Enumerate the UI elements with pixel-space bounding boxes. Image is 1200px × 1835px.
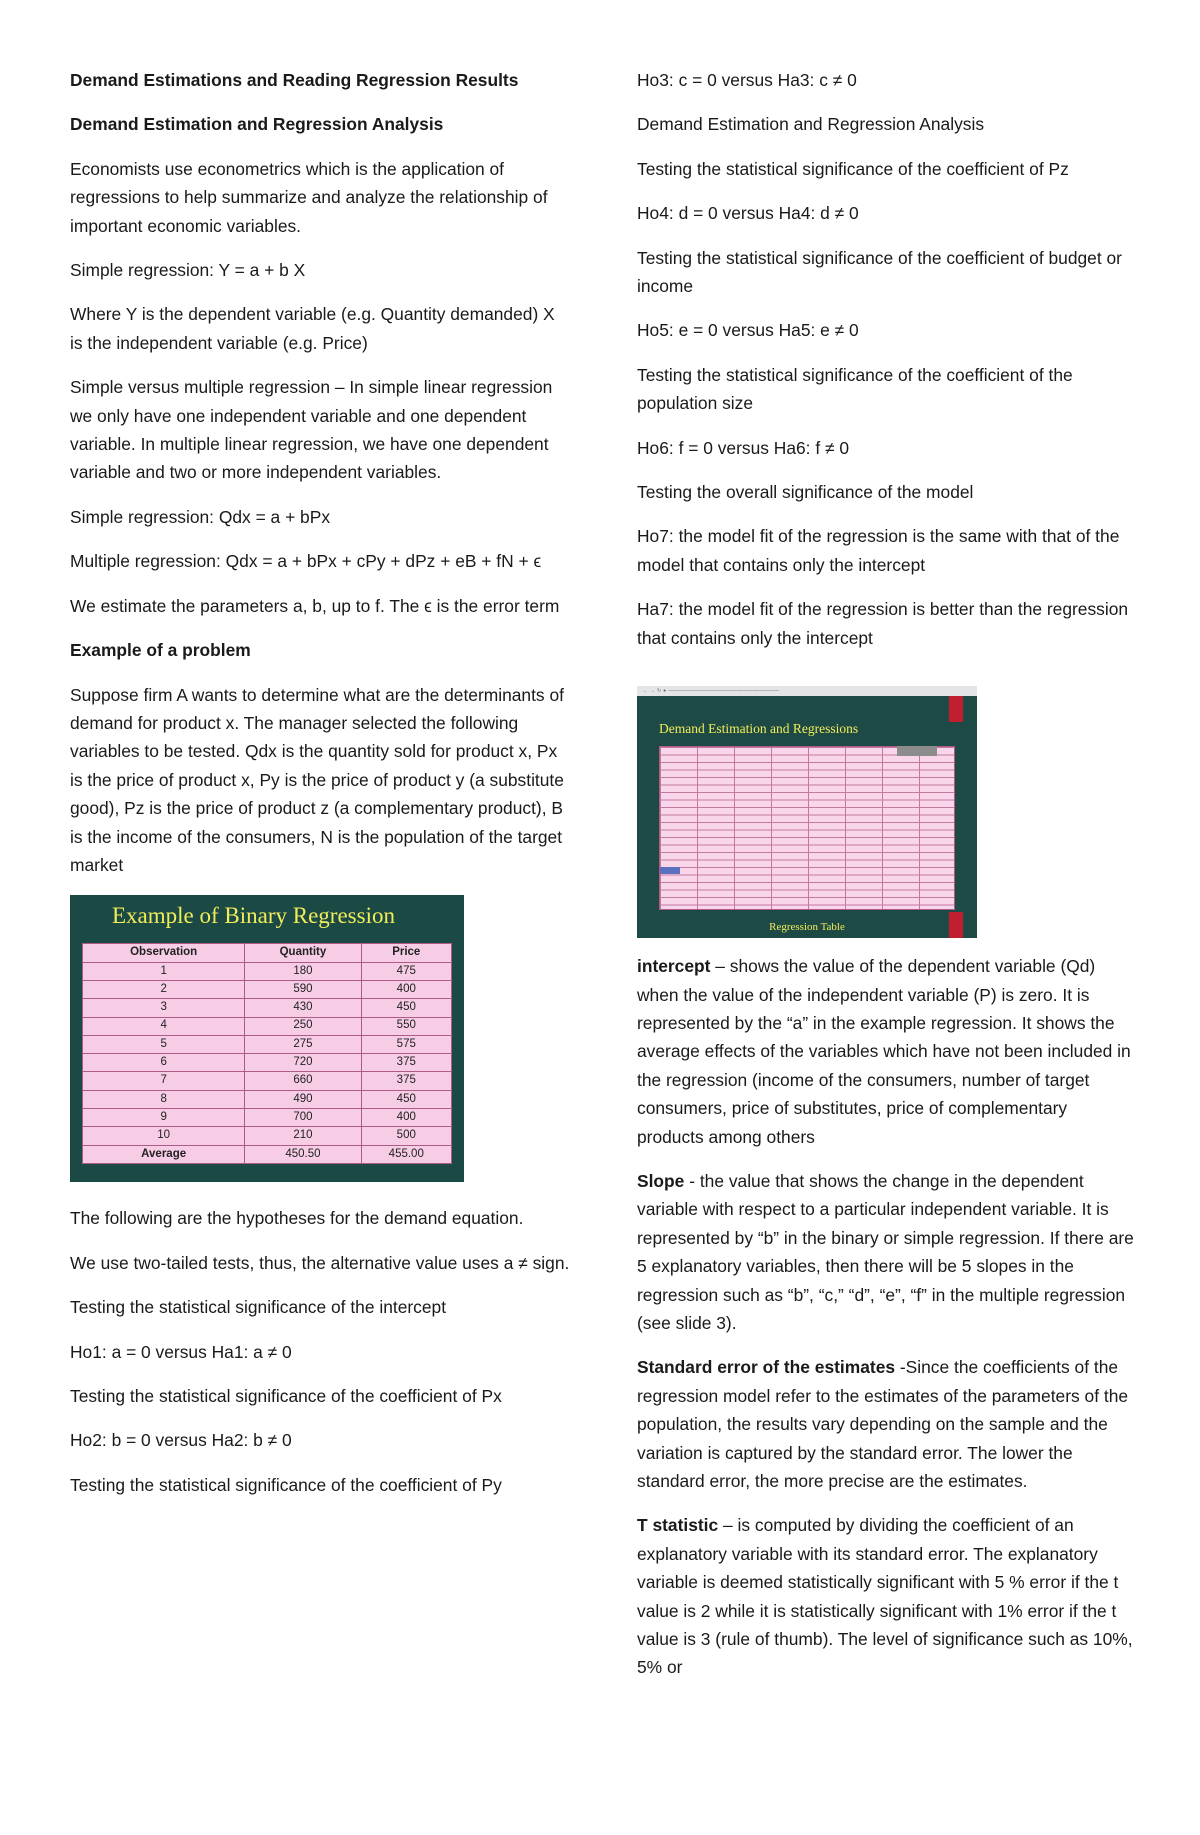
table-cell: 210: [245, 1127, 361, 1145]
document-title: Demand Estimations and Reading Regression Results: [70, 70, 519, 90]
paragraph-test-intercept: Testing the statistical significance of the intercept: [70, 1297, 447, 1318]
binary-regression-slide: [70, 895, 464, 1182]
table-cell: 400: [361, 1109, 451, 1127]
left-column: [70, 66, 570, 1515]
paragraph-simple-qdx: Simple regression: Qdx = a + bPx: [70, 506, 331, 527]
table-cell: 180: [245, 962, 361, 980]
table-row: [83, 1054, 452, 1072]
slope-definition: - the value that shows the change in the dependent variable with respect to a particular independent variable. It is represented by “b” in the binary or simple regression. If there are 5 explanatory variables, then there will be 5 slopes in the regression such as “b”, “c,” “d”, “e”, “f” in the multiple regression (see slide 3).: [637, 1170, 1134, 1333]
table-cell: 1: [83, 962, 245, 980]
hypothesis-5: Ho5: e = 0 versus Ha5: e ≠ 0: [637, 320, 859, 341]
table-cell: 400: [361, 980, 451, 998]
table-row: [83, 1109, 452, 1127]
table-row: [83, 1035, 452, 1053]
hypothesis-1: Ho1: a = 0 versus Ha1: a ≠ 0: [70, 1341, 292, 1362]
table-cell: 590: [245, 980, 361, 998]
paragraph-test-pz: Testing the statistical significance of the coefficient of Pz: [637, 158, 1069, 179]
binary-slide-title: Example of Binary Regression: [112, 903, 395, 929]
column-header: Price: [361, 944, 451, 962]
table-cell: 2: [83, 980, 245, 998]
regression-slide-title: Demand Estimation and Regressions: [659, 721, 859, 737]
table-cell: 700: [245, 1109, 361, 1127]
table-cell: 5: [83, 1035, 245, 1053]
average-price: 455.00: [361, 1145, 451, 1163]
table-cell: 475: [361, 962, 451, 980]
table-cell: 720: [245, 1054, 361, 1072]
section-heading-repeat: Demand Estimation and Regression Analysis: [637, 114, 985, 135]
table-cell: 450: [361, 999, 451, 1017]
average-row: [83, 1145, 452, 1163]
hypothesis-6: Ho6: f = 0 versus Ha6: f ≠ 0: [637, 437, 850, 458]
slide-accent-top: [949, 696, 963, 722]
paragraph-econometrics: Economists use econometrics which is the application of regressions to help summarize and analyze the relationship of important economic variables.: [70, 158, 548, 236]
table-row: [83, 1017, 452, 1035]
regression-table-slide: [637, 686, 977, 938]
regression-slide-footer: Regression Table: [769, 921, 845, 934]
standard-error-definition: -Since the coefficients of the regression model refer to the estimates of the parameters of the population, the results vary depending on the sample and the variation is captured by the standard error. The lower the standard error, the more precise are the estimates.: [637, 1357, 1129, 1491]
table-cell: 660: [245, 1072, 361, 1090]
column-header: Quantity: [245, 944, 361, 962]
term-slope: Slope: [637, 1170, 685, 1191]
table-row: [83, 1090, 452, 1108]
table-cell: 8: [83, 1090, 245, 1108]
paragraph-where: Where Y is the dependent variable (e.g. Quantity demanded) X is the independent variable (e.g. Price): [70, 304, 555, 353]
intercept-definition: – shows the value of the dependent variable (Qd) when the value of the independent variable (P) is zero. It is represented by the “a” in the example regression. It shows the average effects of the variables which have not been included in the regression (income of the consumers, number of target consumers, price of substitutes, price of complementary products among others: [637, 956, 1131, 1147]
table-cell: 4: [83, 1017, 245, 1035]
paragraph-intercept: [637, 952, 1137, 1151]
paragraph-test-px: Testing the statistical significance of the coefficient of Px: [70, 1385, 502, 1406]
hypothesis-3: Ho3: c = 0 versus Ha3: c ≠ 0: [637, 70, 857, 90]
paragraph-two-tailed: We use two-tailed tests, thus, the alternative value uses a ≠ sign.: [70, 1252, 570, 1273]
table-cell: 375: [361, 1072, 451, 1090]
paragraph-estimate: We estimate the parameters a, b, up to f. The ϵ is the error term: [70, 595, 560, 616]
table-row: [83, 980, 452, 998]
table-cell: 450: [361, 1090, 451, 1108]
table-cell: 6: [83, 1054, 245, 1072]
table-row: [83, 962, 452, 980]
table-cell: 375: [361, 1054, 451, 1072]
paragraph-simple-regression: Simple regression: Y = a + b X: [70, 260, 306, 281]
t-statistic-definition: – is computed by dividing the coefficient of an explanatory variable with its standard error. The explanatory variable is deemed statistically significant with 5 % error if the t value is 2 while it is statistically significant with 1% error if the t value is 3 (rule of thumb). The level of significance such as 10%, 5% or: [637, 1515, 1133, 1678]
section-heading: Demand Estimation and Regression Analysis: [70, 114, 444, 135]
term-t-statistic: T statistic: [637, 1515, 719, 1536]
table-cell: 7: [83, 1072, 245, 1090]
table-cell: 9: [83, 1109, 245, 1127]
binary-regression-table: [82, 943, 452, 1164]
average-label: Average: [83, 1145, 245, 1163]
paragraph-test-py: Testing the statistical significance of the coefficient of Py: [70, 1474, 502, 1495]
table-cell: 490: [245, 1090, 361, 1108]
regression-output-grid: [659, 746, 955, 910]
table-row: [83, 1127, 452, 1145]
right-column: [637, 66, 1137, 1698]
paragraph-standard-error: [637, 1353, 1137, 1495]
term-intercept: intercept: [637, 956, 711, 977]
table-cell: 250: [245, 1017, 361, 1035]
average-quantity: 450.50: [245, 1145, 361, 1163]
table-row: [83, 999, 452, 1017]
paragraph-simple-vs-multiple: Simple versus multiple regression – In simple linear regression we only have one independent variable and one dependent variable. In multiple linear regression, we have one dependent variable and two or more independent variables.: [70, 377, 553, 483]
paragraph-test-overall: Testing the overall significance of the model: [637, 482, 974, 503]
hypothesis-7-alt: Ha7: the model fit of the regression is better than the regression that contains only the intercept: [637, 599, 1129, 648]
table-cell: 430: [245, 999, 361, 1017]
hypothesis-2: Ho2: b = 0 versus Ha2: b ≠ 0: [70, 1430, 292, 1451]
hypothesis-7-null: Ho7: the model fit of the regression is the same with that of the model that contains only the intercept: [637, 526, 1120, 575]
table-header-row: [83, 944, 452, 962]
highlighted-row: [660, 867, 680, 874]
table-cell: 275: [245, 1035, 361, 1053]
hypothesis-4: Ho4: d = 0 versus Ha4: d ≠ 0: [637, 203, 859, 224]
table-cell: 10: [83, 1127, 245, 1145]
paragraph-test-population: Testing the statistical significance of the coefficient of the population size: [637, 364, 1073, 414]
table-cell: 500: [361, 1127, 451, 1145]
browser-bar: ← → ↻ ● —————————————————————: [637, 686, 977, 696]
table-row: [83, 1072, 452, 1090]
paragraph-t-statistic: [637, 1511, 1137, 1681]
term-standard-error: Standard error of the estimates: [637, 1357, 896, 1378]
table-cell: 550: [361, 1017, 451, 1035]
paragraph-test-budget: Testing the statistical significance of the coefficient of budget or income: [637, 247, 1122, 297]
paragraph-suppose: Suppose firm A wants to determine what are the determinants of demand for product x. The manager selected the following variables to be tested. Qdx is the quantity sold for product x, Px is the price of product x, Py is the price of product y (a substitute good), Pz is the price of product z (a complementary product), B is the income of the consumers, N is the population of the target market: [70, 684, 564, 875]
paragraph-multiple-qdx: Multiple regression: Qdx = a + bPx + cPy + dPz + eB + fN + ϵ: [70, 551, 542, 572]
table-cell: 575: [361, 1035, 451, 1053]
paragraph-slope: [637, 1167, 1137, 1337]
slide-button: [897, 746, 937, 756]
table-cell: 3: [83, 999, 245, 1017]
column-header: Observation: [83, 944, 245, 962]
example-heading: Example of a problem: [70, 640, 251, 661]
paragraph-hypotheses: The following are the hypotheses for the demand equation.: [70, 1208, 524, 1229]
